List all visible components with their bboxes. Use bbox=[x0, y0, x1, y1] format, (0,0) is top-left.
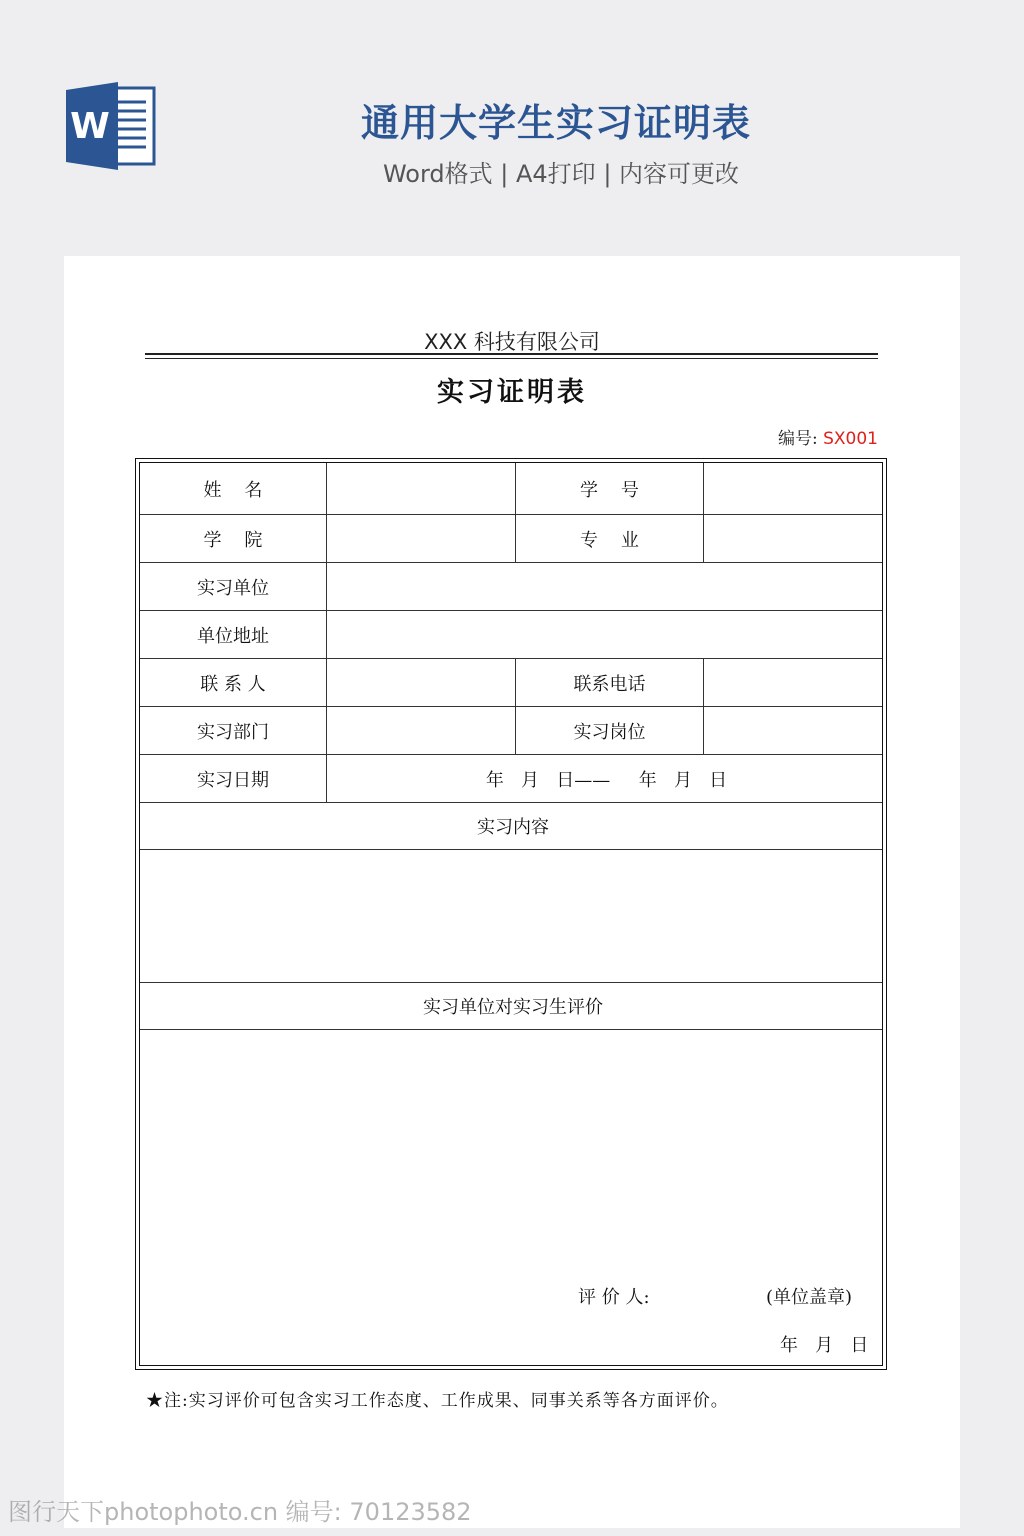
position-label: 实习岗位 bbox=[573, 721, 646, 743]
evaluation-header: 实习单位对实习生评价 bbox=[423, 997, 603, 1018]
serial-label: 编号: bbox=[777, 429, 818, 449]
banner-subtitle: Word格式 | A4打印 | 内容可更改 bbox=[382, 160, 740, 188]
company-label: 实习单位 bbox=[197, 577, 269, 599]
header-rule-thick bbox=[145, 353, 878, 355]
phone-field[interactable] bbox=[704, 659, 886, 706]
major-label: 专 业 bbox=[580, 529, 639, 551]
evaluation-field[interactable] bbox=[140, 1030, 886, 1266]
banner-title: 通用大学生实习证明表 bbox=[360, 101, 751, 145]
date-label: 实习日期 bbox=[197, 769, 269, 791]
header-banner bbox=[0, 0, 1024, 240]
footnote: ★注:实习评价可包含实习工作态度、工作成果、同事关系等各方面评价。 bbox=[146, 1391, 729, 1411]
student-id-label: 学 号 bbox=[580, 479, 639, 501]
contact-field[interactable] bbox=[327, 659, 515, 706]
major-field[interactable] bbox=[704, 515, 886, 562]
student-id-field[interactable] bbox=[704, 463, 886, 514]
evaluator-label: 评 价 人: bbox=[578, 1287, 650, 1308]
form-grid bbox=[139, 462, 883, 1366]
company-field[interactable] bbox=[327, 563, 886, 610]
certificate-form bbox=[135, 458, 887, 1370]
phone-label: 联系电话 bbox=[573, 673, 646, 695]
department-field[interactable] bbox=[327, 707, 515, 754]
college-label: 学 院 bbox=[203, 529, 263, 551]
content-field[interactable] bbox=[140, 850, 886, 982]
evaluation-date: 年 月 日 bbox=[780, 1335, 869, 1356]
position-field[interactable] bbox=[704, 707, 886, 754]
address-field[interactable] bbox=[327, 611, 886, 658]
watermark-text: 图行天下photophoto.cn 编号: 70123582 bbox=[8, 1498, 472, 1526]
address-label: 单位地址 bbox=[197, 625, 269, 647]
name-label: 姓 名 bbox=[203, 479, 263, 501]
document-page bbox=[64, 256, 960, 1528]
date-field[interactable]: 年 月 日—— 年 月 日 bbox=[485, 769, 728, 791]
header-rule-thin bbox=[145, 358, 878, 359]
name-field[interactable] bbox=[327, 463, 515, 514]
svg-text:W: W bbox=[70, 106, 110, 147]
serial-value: SX001 bbox=[823, 429, 878, 449]
document-title: 实习证明表 bbox=[437, 377, 587, 408]
contact-label: 联 系 人 bbox=[200, 673, 266, 695]
serial-number bbox=[778, 424, 878, 449]
college-field[interactable] bbox=[327, 515, 515, 562]
department-label: 实习部门 bbox=[197, 721, 269, 743]
seal-label: (单位盖章) bbox=[766, 1287, 853, 1308]
content-header: 实习内容 bbox=[477, 817, 549, 838]
company-name: XXX 科技有限公司 bbox=[424, 330, 600, 354]
